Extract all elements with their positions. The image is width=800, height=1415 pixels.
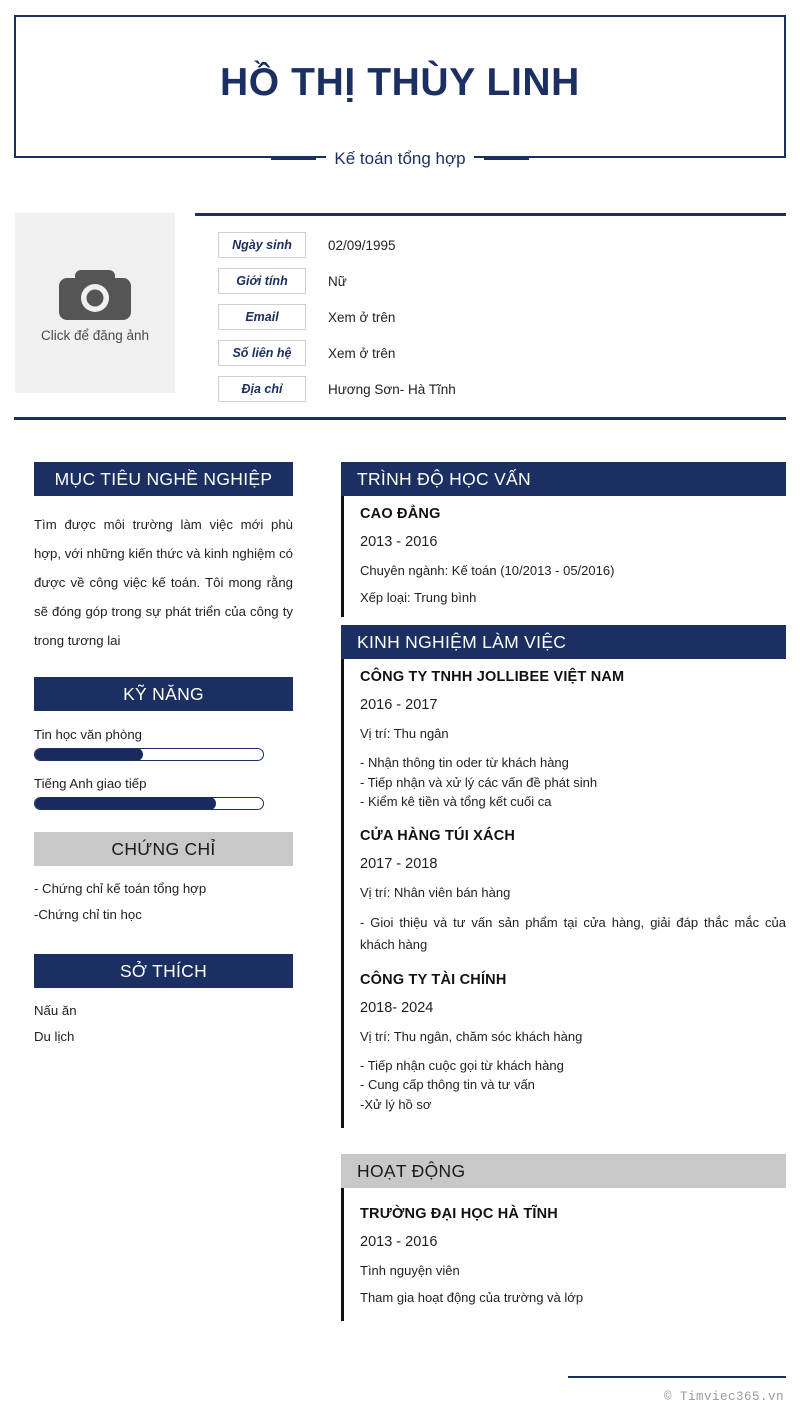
job-title-row (14, 146, 786, 172)
duty-list (360, 912, 786, 956)
experience-entry (341, 958, 786, 1129)
duty-list (360, 753, 786, 812)
section-header-activities: HOẠT ĐỘNG (341, 1154, 786, 1188)
info-divider-top (195, 213, 786, 216)
section-header-experience: KINH NGHIỆM LÀM VIỆC (341, 625, 786, 659)
skill-bar-track[interactable] (34, 748, 264, 761)
info-value-gender[interactable]: Nữ (328, 273, 347, 289)
duty-item[interactable]: - Cung cấp thông tin và tư vấn (360, 1077, 535, 1092)
info-label-phone: Số liên hệ (218, 340, 306, 366)
footer-divider (568, 1376, 786, 1378)
photo-upload-label: Click để đăng ảnh (40, 327, 150, 343)
activity-years[interactable]: 2013 - 2016 (360, 1234, 438, 1250)
section-header-hobbies: SỞ THÍCH (34, 954, 293, 988)
skill-bar-fill (34, 748, 143, 761)
info-label-birthdate: Ngày sinh (218, 232, 306, 258)
certificate-item[interactable]: - Chứng chỉ kế toán tổng hợp (34, 881, 207, 896)
divider-dash-right (484, 158, 529, 160)
personal-info-section (0, 205, 800, 420)
info-row (218, 299, 778, 335)
duty-item[interactable]: - Nhận thông tin oder từ khách hàng (360, 755, 569, 770)
experience-entry (341, 659, 786, 814)
job-position[interactable]: Vị trí: Nhân viên bán hàng (360, 884, 511, 900)
activity-entry (341, 1188, 786, 1321)
company-years[interactable]: 2016 - 2017 (360, 697, 438, 713)
info-divider-bottom (14, 417, 786, 420)
job-position[interactable]: Vị trí: Thu ngân (360, 726, 449, 741)
experience-entry (341, 814, 786, 958)
page-title: HỒ THỊ THÙY LINH (220, 61, 580, 104)
skill-item (34, 727, 293, 761)
info-value-address[interactable]: Hương Sơn- Hà Tĩnh (328, 381, 456, 397)
info-row (218, 371, 778, 407)
camera-icon (59, 264, 131, 320)
job-title[interactable]: Kế toán tổng hợp (326, 147, 473, 171)
skill-item (34, 776, 293, 810)
skill-bar-fill (34, 797, 216, 810)
hobby-item[interactable]: Du lịch (34, 1029, 75, 1044)
info-label-gender: Giới tính (218, 268, 306, 294)
footer-watermark: © Timviec365.vn (663, 1390, 784, 1404)
activity-organization: TRƯỜNG ĐẠI HỌC HÀ TĨNH (360, 1206, 558, 1222)
objective-text[interactable]: Tìm được môi trường làm việc mới phù hợp, với những kiến thức và kinh nghiệm có được về công việc kế toán. Tôi mong rằng sẽ đóng góp trong sự phát triển của công ty trong tương lai (34, 517, 293, 648)
info-row (218, 335, 778, 371)
company-name: CỬA HÀNG TÚI XÁCH (360, 827, 516, 844)
info-row (218, 263, 778, 299)
education-grade[interactable]: Xếp loại: Trung bình (360, 590, 477, 605)
section-header-skills: KỸ NĂNG (34, 677, 293, 711)
company-name: CÔNG TY TÀI CHÍNH (360, 971, 507, 988)
skill-name: Tiếng Anh giao tiếp (34, 776, 147, 791)
education-major[interactable]: Chuyên ngành: Kế toán (10/2013 - 05/2016) (360, 563, 615, 578)
certificate-item[interactable]: -Chứng chỉ tin học (34, 907, 142, 922)
divider-dash-left (271, 158, 316, 160)
skill-bar-track[interactable] (34, 797, 264, 810)
activity-role[interactable]: Tình nguyện viên (360, 1263, 460, 1278)
info-value-birthdate[interactable]: 02/09/1995 (328, 237, 396, 253)
activity-description[interactable]: Tham gia hoạt động của trường và lớp (360, 1290, 584, 1305)
section-header-education: TRÌNH ĐỘ HỌC VẤN (341, 462, 786, 496)
skill-name: Tin học văn phòng (34, 727, 143, 742)
duty-item[interactable]: - Gioi thiệu và tư vấn sản phẩm tại cửa hàng, giải đáp thắc mắc của khách hàng (360, 914, 786, 952)
company-name: CÔNG TY TNHH JOLLIBEE VIỆT NAM (360, 669, 625, 685)
info-label-address: Địa chỉ (218, 376, 306, 402)
section-header-objective: MỤC TIÊU NGHỀ NGHIỆP (34, 462, 293, 496)
section-header-certificates: CHỨNG CHỈ (34, 832, 293, 866)
education-entry (341, 496, 786, 617)
info-label-email: Email (218, 304, 306, 330)
education-years[interactable]: 2013 - 2016 (360, 534, 438, 550)
left-column (15, 462, 315, 1050)
job-position[interactable]: Vị trí: Thu ngân, chăm sóc khách hàng (360, 1028, 583, 1044)
photo-upload-box[interactable] (15, 213, 175, 393)
duty-item[interactable]: - Kiểm kê tiền và tổng kết cuối ca (360, 794, 552, 809)
education-degree: CAO ĐẲNG (360, 506, 441, 522)
company-years[interactable]: 2018- 2024 (360, 999, 434, 1016)
duty-item[interactable]: -Xử lý hồ sơ (360, 1096, 432, 1112)
duty-list (360, 1056, 786, 1115)
personal-info-list (218, 227, 778, 407)
info-value-email[interactable]: Xem ở trên (328, 309, 396, 325)
hobby-item[interactable]: Nấu ăn (34, 1003, 77, 1018)
cv-header (14, 15, 786, 168)
duty-item[interactable]: - Tiếp nhận và xử lý các vấn đề phát sinh (360, 774, 598, 790)
info-value-phone[interactable]: Xem ở trên (328, 345, 396, 361)
right-column (341, 462, 786, 1321)
duty-item[interactable]: - Tiếp nhận cuộc gọi từ khách hàng (360, 1057, 564, 1073)
info-row (218, 227, 778, 263)
company-years[interactable]: 2017 - 2018 (360, 855, 438, 872)
